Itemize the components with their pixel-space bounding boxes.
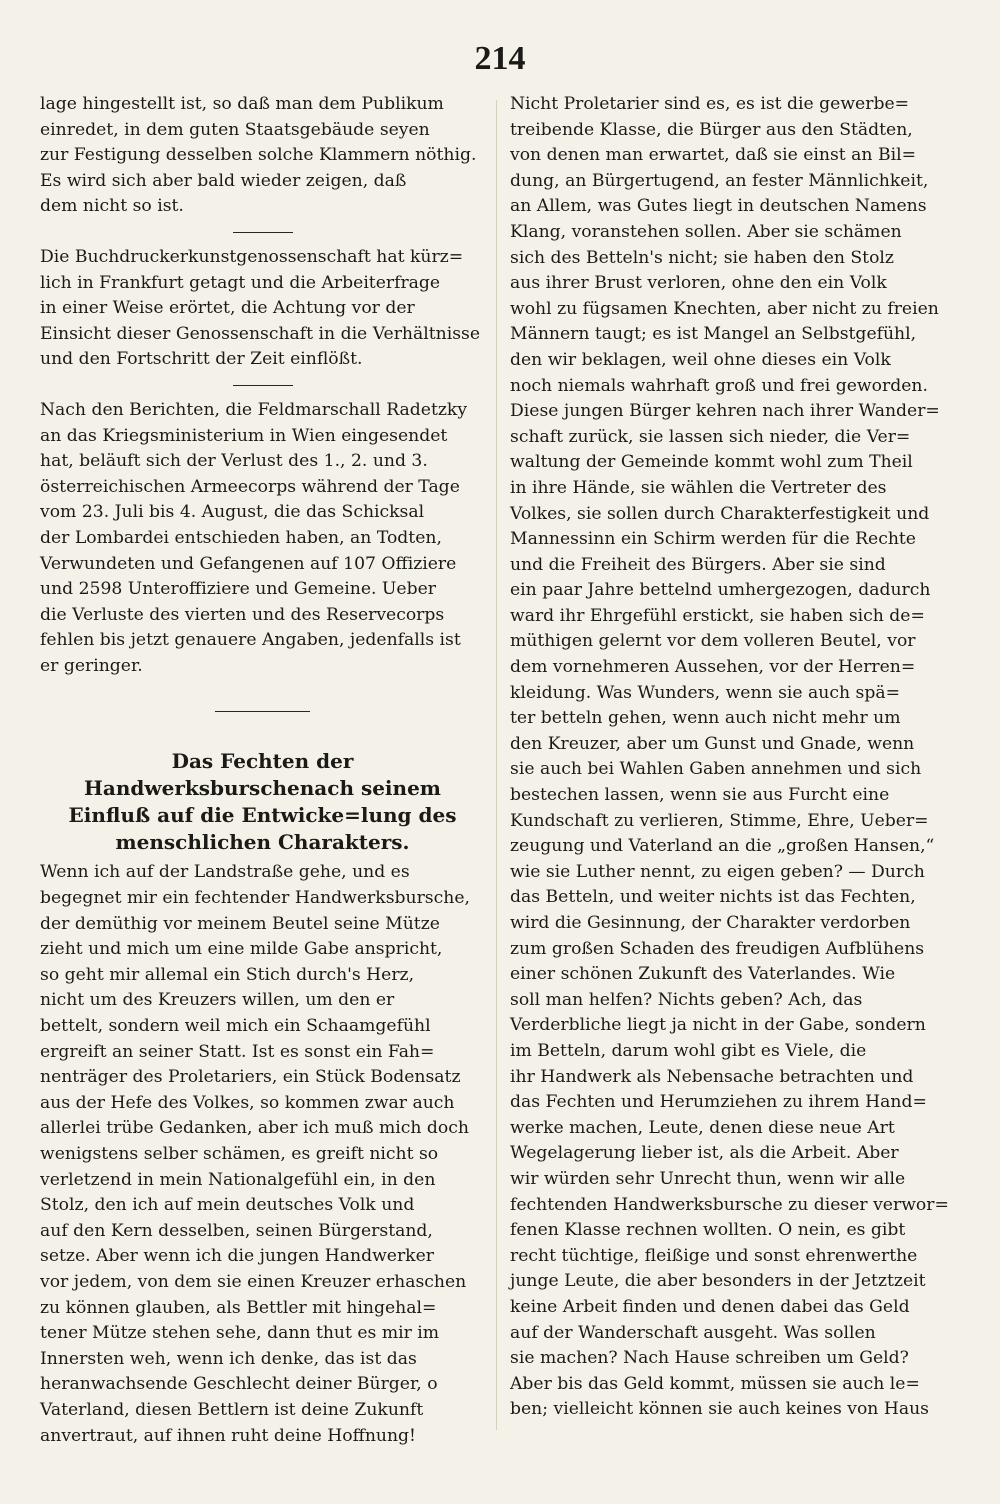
text-line: an das Kriegsministerium in Wien eingesendet xyxy=(40,425,448,446)
text-line: Innersten weh, wenn ich denke, das ist das xyxy=(40,1348,417,1369)
left-column xyxy=(40,92,485,1449)
text-line: fenen Klasse rechnen wollten. O nein, es gibt xyxy=(510,1220,906,1241)
text-line: kleidung. Was Wunders, wenn sie auch spä= xyxy=(510,682,900,703)
text-line: an Allem, was Gutes liegt in deutschen Namens xyxy=(510,196,927,217)
paragraph xyxy=(40,860,485,1449)
text-line: nicht um des Kreuzers willen, um den er xyxy=(40,990,395,1011)
text-line: so geht mir allemal ein Stich durch's Herz, xyxy=(40,964,415,985)
text-line: in ihre Hände, sie wählen die Vertreter des xyxy=(510,477,887,498)
text-line: Klang, voranstehen sollen. Aber sie schämen xyxy=(510,221,902,242)
text-line: Es wird sich aber bald wieder zeigen, daß xyxy=(40,170,407,191)
text-line: wenigstens selber schämen, es greift nicht so xyxy=(40,1144,439,1164)
text-line: zur Festigung desselben solche Klammern nöthig. xyxy=(40,145,477,166)
text-line: ter betteln gehen, wenn auch nicht mehr um xyxy=(510,708,901,729)
text-line: vom 23. Juli bis 4. August, die das Schicksal xyxy=(40,502,425,523)
text-line: er geringer. xyxy=(40,655,143,676)
text-line: in einer Weise erörtet, die Achtung vor der xyxy=(40,298,415,319)
section-rule xyxy=(215,711,310,712)
text-line: Verwundeten und Gefangenen auf 107 Offiziere xyxy=(40,553,457,574)
text-line: ward ihr Ehrgefühl erstickt, sie haben sich de= xyxy=(510,605,925,626)
text-line: vor jedem, von dem sie einen Kreuzer erhaschen xyxy=(40,1271,467,1292)
text-line: heranwachsende Geschlecht deiner Bürger, o xyxy=(40,1374,438,1395)
section-rule xyxy=(233,385,293,386)
right-column xyxy=(510,92,950,1423)
paragraph xyxy=(40,245,485,373)
text-line: setze. Aber wenn ich die jungen Handwerker xyxy=(40,1246,434,1267)
text-line: dem vornehmeren Aussehen, vor der Herren= xyxy=(510,657,916,678)
text-line: tener Mütze stehen sehe, dann thut es mir im xyxy=(40,1323,440,1344)
text-line: nach seinem Einfluß auf die Entwicke= xyxy=(68,776,441,828)
text-line: Diese jungen Bürger kehren nach ihrer Wander= xyxy=(510,401,940,422)
text-line: aus der Hefe des Volkes, so kommen zwar auch xyxy=(40,1092,455,1113)
text-line: lich in Frankfurt getagt und die Arbeiterfrage xyxy=(40,272,441,293)
text-line: Das Fechten der Handwerksbursche xyxy=(84,749,354,801)
text-line: müthigen gelernt vor dem volleren Beutel, vor xyxy=(510,631,916,652)
paragraph xyxy=(40,398,485,680)
text-line: zeugung und Vaterland an die „großen Hansen,“ xyxy=(510,836,935,857)
text-line: Einsicht dieser Genossenschaft in die Verhältnisse xyxy=(40,323,481,344)
text-line: noch niemals wahrhaft groß und frei geworden. xyxy=(510,375,928,396)
text-line: sie auch bei Wahlen Gaben annehmen und sich xyxy=(510,759,922,780)
text-line: einer schönen Zukunft des Vaterlandes. Wie xyxy=(510,964,896,985)
column-divider xyxy=(496,100,497,1430)
text-line: nenträger des Proletariers, ein Stück Bodensatz xyxy=(40,1067,461,1088)
text-line: Verderbliche liegt ja nicht in der Gabe, sondern xyxy=(510,1015,926,1036)
text-line: lung des menschlichen Charakters. xyxy=(115,803,457,855)
text-line: ergreift an seiner Statt. Ist es sonst ein Fah= xyxy=(40,1041,435,1062)
text-line: waltung der Gemeinde kommt wohl zum Theil xyxy=(510,452,913,473)
text-line: lage hingestellt ist, so daß man dem Publikum xyxy=(40,94,444,114)
text-line: wohl zu fügsamen Knechten, aber nicht zu freien xyxy=(510,298,939,319)
text-line: Vaterland, diesen Bettlern ist deine Zukunft xyxy=(40,1399,424,1420)
text-line: Nicht Proletarier sind es, es ist die gewerbe= xyxy=(510,94,910,114)
text-line: junge Leute, die aber besonders in der Jetztzeit xyxy=(510,1271,926,1292)
text-line: Mannessinn ein Schirm werden für die Rechte xyxy=(510,529,916,550)
text-line: anvertraut, auf ihnen ruht deine Hoffnung! xyxy=(40,1425,416,1446)
paragraph xyxy=(40,92,485,220)
text-line: sie machen? Nach Hause schreiben um Geld? xyxy=(510,1348,909,1369)
text-line: hat, beläuft sich der Verlust des 1., 2. und 3. xyxy=(40,451,428,472)
text-line: Wenn ich auf der Landstraße gehe, und es xyxy=(40,862,410,883)
text-line: verletzend in mein Nationalgefühl ein, in den xyxy=(40,1169,436,1190)
text-line: im Betteln, darum wohl gibt es Viele, die xyxy=(510,1040,867,1061)
text-line: fechtenden Handwerksbursche zu dieser verwor= xyxy=(510,1194,949,1215)
text-line: Kundschaft zu verlieren, Stimme, Ehre, Ueber= xyxy=(510,810,929,831)
text-line: wir würden sehr Unrecht thun, wenn wir alle xyxy=(510,1168,906,1189)
text-line: wie sie Luther nennt, zu eigen geben? — Durch xyxy=(510,861,925,882)
text-line: aus ihrer Brust verloren, ohne den ein Volk xyxy=(510,273,887,294)
text-line: den Kreuzer, aber um Gunst und Gnade, wenn xyxy=(510,733,915,754)
text-line: soll man helfen? Nichts geben? Ach, das xyxy=(510,989,863,1010)
text-line: ein paar Jahre bettelnd umhergezogen, dadurch xyxy=(510,580,931,601)
text-line: ben; vielleicht können sie auch keines von Haus xyxy=(510,1399,929,1420)
page-number: 214 xyxy=(474,40,526,77)
text-line: allerlei trübe Gedanken, aber ich muß mich doch xyxy=(40,1118,469,1139)
paragraph xyxy=(510,92,950,1423)
section-rule xyxy=(233,232,293,233)
text-line: dem nicht so ist. xyxy=(40,196,184,217)
text-line: das Betteln, und weiter nichts ist das Fechten, xyxy=(510,887,916,908)
text-line: zieht und mich um eine milde Gabe anspricht, xyxy=(40,939,443,960)
text-line: treibende Klasse, die Bürger aus den Städten, xyxy=(510,119,913,140)
text-line: von denen man erwartet, daß sie einst an Bil= xyxy=(510,145,916,166)
text-line: zu können glauben, als Bettler mit hingehal= xyxy=(40,1297,437,1318)
text-line: Männern taugt; es ist Mangel an Selbstgefühl, xyxy=(510,324,917,345)
text-line: schaft zurück, sie lassen sich nieder, die Ver= xyxy=(510,426,911,447)
text-line: Volkes, sie sollen durch Charakterfestigkeit und xyxy=(510,503,930,524)
article-heading xyxy=(40,748,485,856)
text-line: werke machen, Leute, denen diese neue Art xyxy=(510,1117,895,1138)
text-line: Wegelagerung lieber ist, als die Arbeit. Aber xyxy=(510,1143,899,1164)
text-line: auf der Wanderschaft ausgeht. Was sollen xyxy=(510,1322,876,1343)
text-line: dung, an Bürgertugend, an fester Männlichkeit, xyxy=(510,170,929,191)
text-line: begegnet mir ein fechtender Handwerksbursche, xyxy=(40,888,470,909)
text-line: keine Arbeit finden und denen dabei das Geld xyxy=(510,1296,910,1317)
text-line: zum großen Schaden des freudigen Aufblühens xyxy=(510,938,925,959)
text-line: auf den Kern desselben, seinen Bürgerstand, xyxy=(40,1220,433,1241)
text-line: der Lombardei entschieden haben, an Todten, xyxy=(40,527,442,548)
text-line: der demüthig vor meinem Beutel seine Mütze xyxy=(40,913,440,934)
text-line: fehlen bis jetzt genauere Angaben, jedenfalls ist xyxy=(40,630,461,651)
text-line: einredet, in dem guten Staatsgebäude seyen xyxy=(40,119,430,140)
text-line: Nach den Berichten, die Feldmarschall Radetzky xyxy=(40,399,468,420)
text-line: recht tüchtige, fleißige und sonst ehrenwerthe xyxy=(510,1245,918,1266)
text-line: und den Fortschritt der Zeit einflößt. xyxy=(40,349,363,370)
text-line: und 2598 Unteroffiziere und Gemeine. Ueber xyxy=(40,579,436,600)
text-line: Stolz, den ich auf mein deutsches Volk und xyxy=(40,1195,415,1216)
text-line: bettelt, sondern weil mich ein Schaamgefühl xyxy=(40,1016,431,1037)
text-line: das Fechten und Herumziehen zu ihrem Hand= xyxy=(510,1092,927,1113)
text-line: Die Buchdruckerkunstgenossenschaft hat kürz= xyxy=(40,246,464,267)
text-line: Aber bis das Geld kommt, müssen sie auch le= xyxy=(510,1373,920,1394)
text-line: bestechen lassen, wenn sie aus Furcht eine xyxy=(510,785,890,806)
text-line: die Verluste des vierten und des Reservecorps xyxy=(40,604,445,625)
text-line: sich des Betteln's nicht; sie haben den Stolz xyxy=(510,247,894,268)
text-line: den wir beklagen, weil ohne dieses ein Volk xyxy=(510,349,891,370)
text-line: österreichischen Armeecorps während der Tage xyxy=(40,476,460,497)
text-line: wird die Gesinnung, der Charakter verdorben xyxy=(510,913,911,933)
text-line: und die Freiheit des Bürgers. Aber sie sind xyxy=(510,554,886,575)
text-line: ihr Handwerk als Nebensache betrachten und xyxy=(510,1066,914,1087)
